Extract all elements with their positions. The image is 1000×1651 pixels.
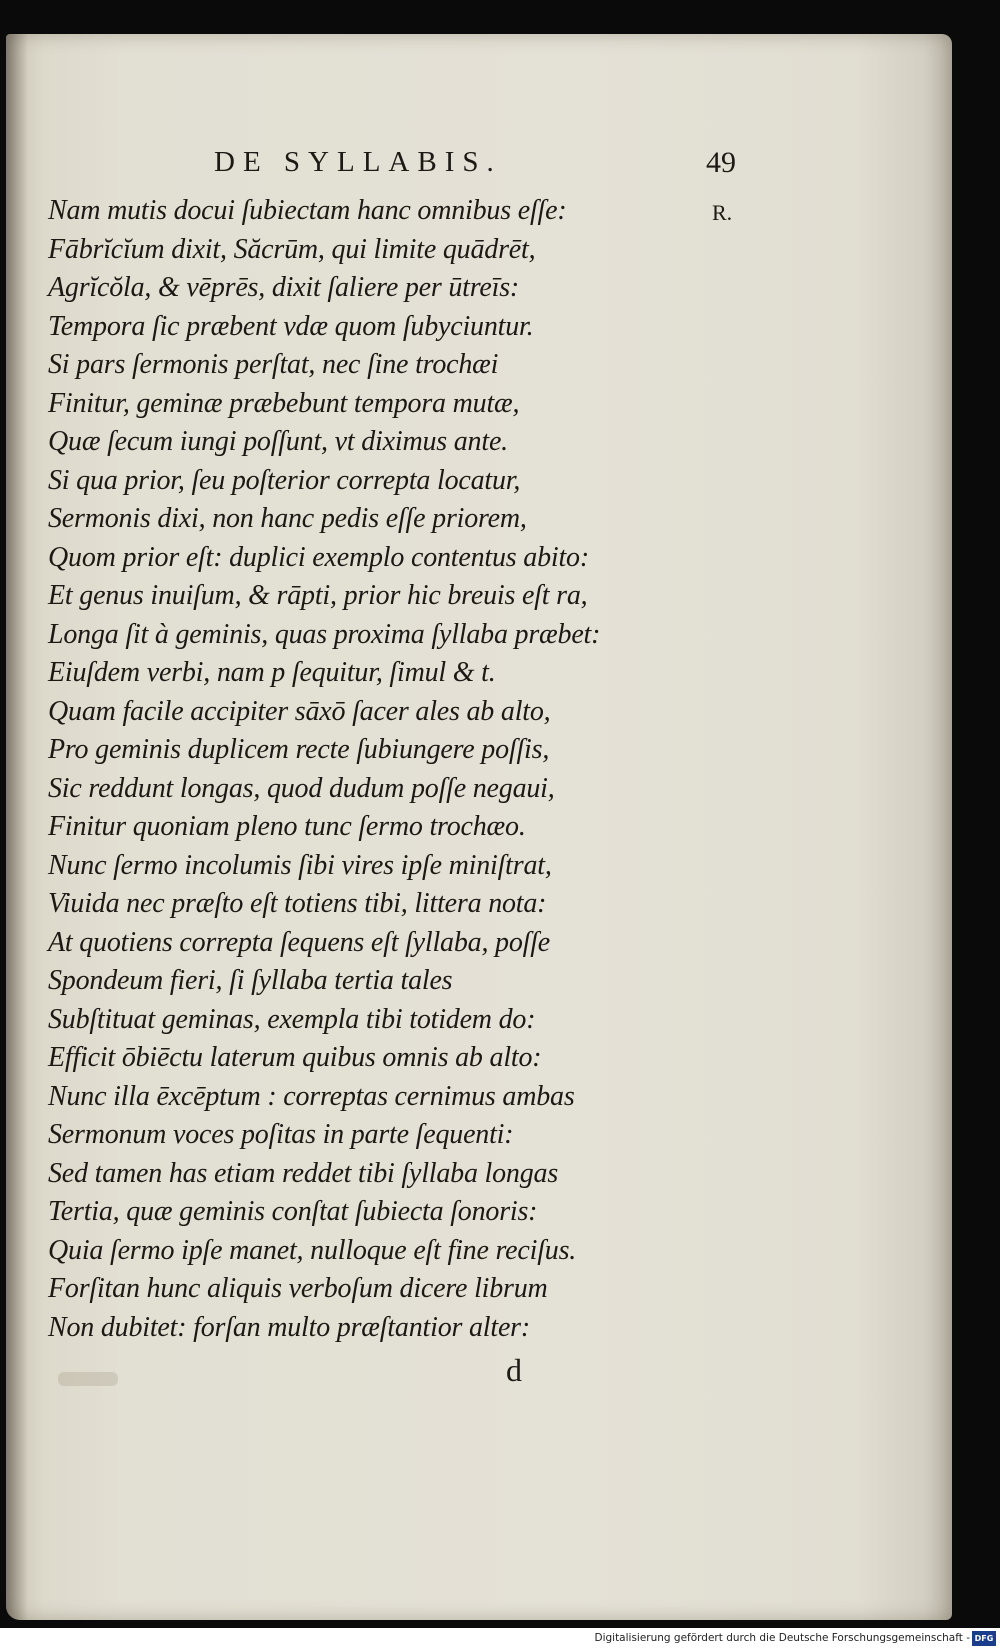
book-page [6, 34, 952, 1620]
signature-mark: d [506, 1352, 522, 1388]
verse-line: Tempora ſic præbent vdæ quom ſubyciuntur. [48, 310, 534, 342]
verse-line: Et genus inuiſum, & rāpti, prior hic breuis eſt ra, [48, 580, 588, 611]
verse-line: Subſtituat geminas, exempla tibi totidem do: [48, 1003, 536, 1035]
verse-line: Sermonis dixi, non hanc pedis eſſe priorem, [48, 503, 527, 534]
verse-line: Quia ſermo ipſe manet, nulloque eſt fine reciſus. [48, 1234, 577, 1266]
margin-note: R. [712, 200, 733, 225]
verse-line: Finitur quoniam pleno tunc ſermo trochæo. [48, 811, 526, 842]
ink-smudge [58, 1372, 118, 1386]
verse-line: Quom prior eſt: duplici exemplo contentus abito: [48, 541, 589, 573]
verse-line: Si qua prior, ſeu poſterior correpta locatur, [48, 464, 521, 496]
verse-line: Fābrĭcĭum dixit, Săcrūm, qui limite quādrēt, [48, 233, 536, 265]
verse-line: Nunc ſermo incolumis ſibi vires ipſe miniſtrat, [48, 849, 552, 881]
verse-line: Tertia, quæ geminis conſtat ſubiecta ſonoris: [48, 1196, 538, 1227]
verse-line: Si pars ſermonis perſtat, nec ſine trochæi [48, 349, 499, 380]
footer-credit: Digitalisierung gefördert durch die Deutsche Forschungsgemeinschaft - [594, 1632, 970, 1644]
verse-line: Efficit ōbiēctu laterum quibus omnis ab alto: [48, 1042, 542, 1073]
verse-line: Finitur, geminæ præbebunt tempora mutæ, [48, 387, 520, 419]
verse-line: Longa ſit à geminis, quas proxima ſyllaba præbet: [48, 618, 601, 650]
verse-line: Pro geminis duplicem recte ſubiungere poſſis, [48, 734, 550, 765]
verse-line: Sic reddunt longas, quod dudum poſſe negaui, [48, 772, 555, 804]
footer-bar [0, 1628, 1000, 1651]
verse-line: Spondeum fieri, ſi ſyllaba tertia tales [48, 965, 453, 996]
verse-line: Forſitan hunc aliquis verboſum dicere librum [48, 1273, 548, 1304]
verse-line: Non dubitet: forſan multo præſtantior alter: [48, 1311, 530, 1343]
verse-line: Nam mutis docui ſubiectam hanc omnibus eſſe: [48, 195, 567, 226]
verse-line: Agrĭcŏla, & vēprēs, dixit ſaliere per ūtreīs: [48, 272, 520, 303]
verse-line: Viuida nec præſto eſt totiens tibi, littera nota: [48, 888, 547, 919]
page-number: 49 [706, 146, 736, 179]
verse-line: At quotiens correpta ſequens eſt ſyllaba, poſſe [48, 926, 551, 958]
verse-line: Quæ ſecum iungi poſſunt, vt diximus ante. [48, 426, 508, 457]
verse-line: Sed tamen has etiam reddet tibi ſyllaba longas [48, 1157, 559, 1189]
running-head: DE SYLLABIS. [214, 146, 502, 178]
verse-line: Eiuſdem verbi, nam p ſequitur, ſimul & t. [48, 657, 496, 688]
verse-block [48, 192, 698, 1347]
verse-line: Sermonum voces poſitas in parte ſequenti: [48, 1119, 514, 1150]
verse-line: Nunc illa ēxcēptum : correptas cernimus ambas [48, 1080, 575, 1112]
verse-line: Quam facile accipiter sāxō ſacer ales ab alto, [48, 695, 551, 727]
dfg-logo: DFG [972, 1631, 996, 1646]
